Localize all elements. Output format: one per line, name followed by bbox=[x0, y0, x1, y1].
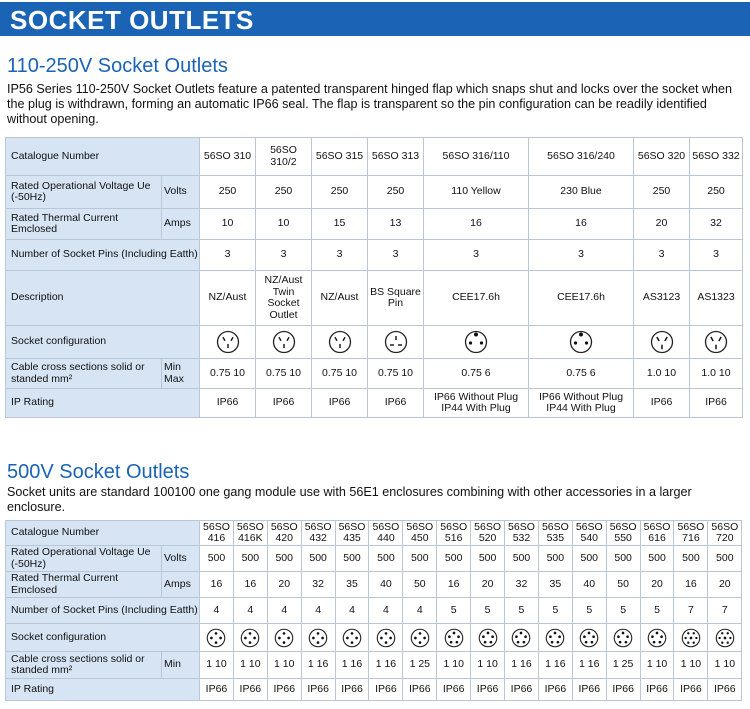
cell-pins: 4 bbox=[403, 598, 437, 624]
cell-ip: IP66 bbox=[312, 389, 368, 418]
label-ip-500: IP Rating bbox=[6, 679, 200, 701]
row-current-500 bbox=[6, 572, 742, 598]
cell-cable: 1 10 bbox=[674, 652, 708, 679]
socket-pin-icon bbox=[647, 628, 667, 648]
cell-cable: 1 25 bbox=[606, 652, 640, 679]
cell-cat: 56SO 516 bbox=[437, 521, 471, 546]
cell-amps: 20 bbox=[267, 572, 301, 598]
cell-socket-config bbox=[369, 624, 403, 652]
cell-socket-config bbox=[505, 624, 539, 652]
cell-cable: 0.75 10 bbox=[368, 359, 424, 389]
cell-pins: 3 bbox=[312, 240, 368, 271]
cell-socket-config bbox=[233, 624, 267, 652]
cell-ip: IP66 bbox=[256, 389, 312, 418]
cell-ip: IP66 bbox=[267, 679, 301, 701]
socket-pin-icon bbox=[342, 628, 362, 648]
cell-desc: AS3123 bbox=[634, 271, 690, 326]
label-voltage: Rated Operational Voltage Ue (-50Hz) bbox=[6, 176, 162, 209]
cell-ip: IP66 bbox=[200, 679, 234, 701]
table-110-250v bbox=[5, 137, 743, 418]
row-cable-500 bbox=[6, 652, 742, 679]
cell-socket-config bbox=[200, 624, 234, 652]
cell-volts: 500 bbox=[403, 546, 437, 572]
cell-amps: 35 bbox=[538, 572, 572, 598]
cell-socket-config bbox=[368, 326, 424, 359]
cell-socket-config bbox=[640, 624, 674, 652]
cell-socket-config bbox=[529, 326, 634, 359]
cell-cat: 56SO 550 bbox=[606, 521, 640, 546]
cell-cat: 56SO 310/2 bbox=[256, 138, 312, 176]
cell-volts: 250 bbox=[690, 176, 743, 209]
cell-ip: IP66 bbox=[200, 389, 256, 418]
cell-socket-config bbox=[301, 624, 335, 652]
cell-amps: 16 bbox=[437, 572, 471, 598]
cell-socket-config bbox=[312, 326, 368, 359]
cell-socket-config bbox=[572, 624, 606, 652]
cell-ip: IP66 bbox=[233, 679, 267, 701]
cell-volts: 500 bbox=[606, 546, 640, 572]
cell-cat: 56SO 315 bbox=[312, 138, 368, 176]
cell-pins: 4 bbox=[233, 598, 267, 624]
cell-cat: 56SO 420 bbox=[267, 521, 301, 546]
cell-cable: 1.0 10 bbox=[690, 359, 743, 389]
cell-volts: 250 bbox=[312, 176, 368, 209]
cell-ip: IP66 bbox=[505, 679, 539, 701]
cell-amps: 16 bbox=[529, 209, 634, 240]
cell-pins: 4 bbox=[335, 598, 369, 624]
socket-pin-icon bbox=[478, 628, 498, 648]
unit-amps-500: Amps bbox=[162, 572, 200, 598]
label-pins: Number of Socket Pins (Including Eatth) bbox=[6, 240, 200, 271]
cell-cable: 1 10 bbox=[437, 652, 471, 679]
cell-amps: 20 bbox=[634, 209, 690, 240]
cell-desc: BS Square Pin bbox=[368, 271, 424, 326]
cell-cable: 1 10 bbox=[267, 652, 301, 679]
cell-cat: 56SO 432 bbox=[301, 521, 335, 546]
cell-pins: 3 bbox=[690, 240, 743, 271]
cell-amps: 32 bbox=[690, 209, 743, 240]
socket-pin-icon bbox=[715, 628, 735, 648]
cell-pins: 5 bbox=[572, 598, 606, 624]
banner-title: SOCKET OUTLETS bbox=[10, 5, 254, 35]
cell-volts: 250 bbox=[368, 176, 424, 209]
cell-pins: 3 bbox=[634, 240, 690, 271]
label-catalogue-500: Catalogue Number bbox=[6, 521, 200, 546]
cell-volts: 500 bbox=[674, 546, 708, 572]
cell-socket-config bbox=[200, 326, 256, 359]
label-config-500: Socket configuration bbox=[6, 624, 200, 652]
cell-cat: 56SO 313 bbox=[368, 138, 424, 176]
cell-amps: 10 bbox=[256, 209, 312, 240]
cell-cat: 56SO 520 bbox=[471, 521, 505, 546]
section2-description: Socket units are standard 100100 one gang module use with 56E1 enclosures combining with other accessories in a larger enclosure. bbox=[7, 485, 692, 514]
unit-volts-500: Volts bbox=[162, 546, 200, 572]
cell-cat: 56SO 616 bbox=[640, 521, 674, 546]
cell-volts: 110 Yellow bbox=[424, 176, 529, 209]
cell-cat: 56SO 450 bbox=[403, 521, 437, 546]
cell-amps: 15 bbox=[312, 209, 368, 240]
cell-pins: 4 bbox=[267, 598, 301, 624]
socket-pin-icon bbox=[384, 330, 408, 354]
cell-cable: 1 10 bbox=[471, 652, 505, 679]
cell-ip: IP66 bbox=[634, 389, 690, 418]
label-current-500: Rated Thermal Current Emclosed bbox=[6, 572, 162, 598]
cell-ip: IP66 bbox=[335, 679, 369, 701]
cell-volts: 500 bbox=[233, 546, 267, 572]
cell-volts: 500 bbox=[708, 546, 742, 572]
page-banner bbox=[0, 2, 750, 36]
cell-cable: 1 16 bbox=[505, 652, 539, 679]
cell-amps: 16 bbox=[674, 572, 708, 598]
cell-socket-config bbox=[267, 624, 301, 652]
cell-pins: 7 bbox=[674, 598, 708, 624]
cell-socket-config bbox=[606, 624, 640, 652]
cell-amps: 32 bbox=[505, 572, 539, 598]
cell-volts: 500 bbox=[369, 546, 403, 572]
cell-socket-config bbox=[690, 326, 743, 359]
cell-ip: IP66 bbox=[572, 679, 606, 701]
cell-cable: 0.75 6 bbox=[424, 359, 529, 389]
unit-min-max: Min Max bbox=[162, 359, 200, 389]
cell-amps: 50 bbox=[403, 572, 437, 598]
cell-pins: 3 bbox=[368, 240, 424, 271]
socket-pin-icon bbox=[410, 628, 430, 648]
cell-amps: 50 bbox=[606, 572, 640, 598]
cell-cable: 1 16 bbox=[335, 652, 369, 679]
cell-amps: 35 bbox=[335, 572, 369, 598]
cell-ip: IP66 bbox=[368, 389, 424, 418]
cell-volts: 500 bbox=[505, 546, 539, 572]
cell-cat: 56SO 416K bbox=[233, 521, 267, 546]
cell-socket-config bbox=[256, 326, 312, 359]
cell-volts: 500 bbox=[640, 546, 674, 572]
cell-volts: 500 bbox=[200, 546, 234, 572]
row-pins-500 bbox=[6, 598, 742, 624]
cell-socket-config bbox=[634, 326, 690, 359]
socket-pin-icon bbox=[650, 330, 674, 354]
socket-pin-icon bbox=[704, 330, 728, 354]
cell-ip: IP66 Without Plug IP44 With Plug bbox=[529, 389, 634, 418]
cell-volts: 250 bbox=[200, 176, 256, 209]
cell-pins: 3 bbox=[256, 240, 312, 271]
cell-volts: 230 Blue bbox=[529, 176, 634, 209]
cell-pins: 7 bbox=[708, 598, 742, 624]
row-catalogue bbox=[6, 138, 743, 176]
socket-pin-icon bbox=[240, 628, 260, 648]
cell-ip: IP66 bbox=[690, 389, 743, 418]
label-config: Socket configuration bbox=[6, 326, 200, 359]
cell-pins: 5 bbox=[471, 598, 505, 624]
cell-amps: 20 bbox=[640, 572, 674, 598]
cell-amps: 20 bbox=[471, 572, 505, 598]
socket-pin-icon bbox=[613, 628, 633, 648]
unit-amps: Amps bbox=[162, 209, 200, 240]
label-ip: IP Rating bbox=[6, 389, 200, 418]
cell-cat: 56SO 316/110 bbox=[424, 138, 529, 176]
row-cable bbox=[6, 359, 743, 389]
socket-pin-icon bbox=[681, 628, 701, 648]
cell-desc: NZ/Aust bbox=[312, 271, 368, 326]
socket-pin-icon bbox=[376, 628, 396, 648]
cell-cable: 1 10 bbox=[708, 652, 742, 679]
cell-volts: 500 bbox=[267, 546, 301, 572]
cell-socket-config bbox=[335, 624, 369, 652]
cell-cat: 56SO 320 bbox=[634, 138, 690, 176]
label-description: Description bbox=[6, 271, 200, 326]
cell-ip: IP66 bbox=[471, 679, 505, 701]
cell-amps: 40 bbox=[572, 572, 606, 598]
cell-amps: 16 bbox=[233, 572, 267, 598]
cell-volts: 500 bbox=[335, 546, 369, 572]
label-cable: Cable cross sections solid or standed mm² bbox=[6, 359, 162, 389]
cell-volts: 500 bbox=[437, 546, 471, 572]
cell-cat: 56SO 440 bbox=[369, 521, 403, 546]
cell-amps: 13 bbox=[368, 209, 424, 240]
cell-desc: NZ/Aust Twin Socket Outlet bbox=[256, 271, 312, 326]
cell-cable: 0.75 10 bbox=[312, 359, 368, 389]
cell-ip: IP66 bbox=[674, 679, 708, 701]
cell-cable: 1 10 bbox=[233, 652, 267, 679]
cell-pins: 3 bbox=[424, 240, 529, 271]
cell-volts: 250 bbox=[634, 176, 690, 209]
cell-ip: IP66 bbox=[369, 679, 403, 701]
cell-pins: 4 bbox=[369, 598, 403, 624]
socket-pin-icon bbox=[569, 330, 593, 354]
cell-cat: 56SO 720 bbox=[708, 521, 742, 546]
cell-cat: 56SO 535 bbox=[538, 521, 572, 546]
cell-cable: 1 16 bbox=[301, 652, 335, 679]
cell-cable: 1 10 bbox=[200, 652, 234, 679]
row-voltage-500 bbox=[6, 546, 742, 572]
cell-socket-config bbox=[424, 326, 529, 359]
cell-volts: 500 bbox=[471, 546, 505, 572]
cell-desc: CEE17.6h bbox=[424, 271, 529, 326]
row-ip-500 bbox=[6, 679, 742, 701]
cell-cable: 1 25 bbox=[403, 652, 437, 679]
unit-min-500: Min bbox=[162, 652, 200, 679]
section1-description: IP56 Series 110-250V Socket Outlets feature a patented transparent hinged flap which snaps shut and locks over the socket when the plug is withdrawn, forming an automatic IP66 seal. The flap is transparent so the pin configuration can be readily identified without opening. bbox=[7, 82, 733, 126]
label-current: Rated Thermal Current Emclosed bbox=[6, 209, 162, 240]
cell-socket-config bbox=[674, 624, 708, 652]
cell-volts: 500 bbox=[572, 546, 606, 572]
cell-ip: IP66 bbox=[708, 679, 742, 701]
row-ip bbox=[6, 389, 743, 418]
cell-cable: 1 16 bbox=[538, 652, 572, 679]
cell-socket-config bbox=[538, 624, 572, 652]
cell-pins: 3 bbox=[529, 240, 634, 271]
cell-cat: 56SO 435 bbox=[335, 521, 369, 546]
cell-cat: 56SO 310 bbox=[200, 138, 256, 176]
cell-pins: 3 bbox=[200, 240, 256, 271]
cell-socket-config bbox=[437, 624, 471, 652]
cell-socket-config bbox=[403, 624, 437, 652]
socket-pin-icon bbox=[272, 330, 296, 354]
cell-cat: 56SO 716 bbox=[674, 521, 708, 546]
cell-cat: 56SO 316/240 bbox=[529, 138, 634, 176]
row-description bbox=[6, 271, 743, 326]
cell-amps: 16 bbox=[424, 209, 529, 240]
label-cable-500: Cable cross sections solid or standed mm² bbox=[6, 652, 162, 679]
cell-cat: 56SO 540 bbox=[572, 521, 606, 546]
row-config bbox=[6, 326, 743, 359]
unit-volts: Volts bbox=[162, 176, 200, 209]
cell-amps: 40 bbox=[369, 572, 403, 598]
cell-ip: IP66 bbox=[437, 679, 471, 701]
cell-cat: 56SO 332 bbox=[690, 138, 743, 176]
socket-pin-icon bbox=[216, 330, 240, 354]
cell-pins: 4 bbox=[301, 598, 335, 624]
table-500v bbox=[5, 520, 742, 701]
cell-pins: 5 bbox=[640, 598, 674, 624]
row-pins bbox=[6, 240, 743, 271]
cell-cat: 56SO 416 bbox=[200, 521, 234, 546]
row-voltage bbox=[6, 176, 743, 209]
cell-volts: 500 bbox=[538, 546, 572, 572]
cell-cable: 1.0 10 bbox=[634, 359, 690, 389]
cell-cat: 56SO 532 bbox=[505, 521, 539, 546]
socket-pin-icon bbox=[274, 628, 294, 648]
cell-pins: 5 bbox=[606, 598, 640, 624]
cell-ip: IP66 bbox=[606, 679, 640, 701]
socket-pin-icon bbox=[206, 628, 226, 648]
cell-cable: 0.75 6 bbox=[529, 359, 634, 389]
socket-pin-icon bbox=[308, 628, 328, 648]
cell-desc: NZ/Aust bbox=[200, 271, 256, 326]
cell-pins: 5 bbox=[437, 598, 471, 624]
socket-pin-icon bbox=[444, 628, 464, 648]
cell-pins: 5 bbox=[505, 598, 539, 624]
cell-ip: IP66 bbox=[301, 679, 335, 701]
cell-cable: 0.75 10 bbox=[256, 359, 312, 389]
socket-pin-icon bbox=[328, 330, 352, 354]
socket-pin-icon bbox=[464, 330, 488, 354]
cell-socket-config bbox=[708, 624, 742, 652]
cell-amps: 32 bbox=[301, 572, 335, 598]
section1-heading: 110-250V Socket Outlets bbox=[7, 55, 228, 77]
cell-amps: 16 bbox=[200, 572, 234, 598]
cell-cable: 1 16 bbox=[572, 652, 606, 679]
cell-pins: 5 bbox=[538, 598, 572, 624]
cell-amps: 20 bbox=[708, 572, 742, 598]
cell-ip: IP66 bbox=[538, 679, 572, 701]
cell-cable: 1 10 bbox=[640, 652, 674, 679]
cell-desc: CEE17.6h bbox=[529, 271, 634, 326]
cell-ip: IP66 bbox=[403, 679, 437, 701]
label-catalogue: Catalogue Number bbox=[6, 138, 200, 176]
cell-amps: 10 bbox=[200, 209, 256, 240]
cell-desc: AS1323 bbox=[690, 271, 743, 326]
label-voltage-500: Rated Operational Voltage Ue (-50Hz) bbox=[6, 546, 162, 572]
cell-cable: 1 16 bbox=[369, 652, 403, 679]
socket-pin-icon bbox=[511, 628, 531, 648]
section2-heading: 500V Socket Outlets bbox=[7, 461, 190, 483]
row-config-500 bbox=[6, 624, 742, 652]
cell-pins: 4 bbox=[200, 598, 234, 624]
cell-ip: IP66 bbox=[640, 679, 674, 701]
row-catalogue-500 bbox=[6, 521, 742, 546]
row-current bbox=[6, 209, 743, 240]
cell-socket-config bbox=[471, 624, 505, 652]
cell-ip: IP66 Without Plug IP44 With Plug bbox=[424, 389, 529, 418]
cell-cable: 0.75 10 bbox=[200, 359, 256, 389]
cell-volts: 250 bbox=[256, 176, 312, 209]
label-pins-500: Number of Socket Pins (Including Eatth) bbox=[6, 598, 200, 624]
cell-volts: 500 bbox=[301, 546, 335, 572]
socket-pin-icon bbox=[579, 628, 599, 648]
socket-pin-icon bbox=[545, 628, 565, 648]
